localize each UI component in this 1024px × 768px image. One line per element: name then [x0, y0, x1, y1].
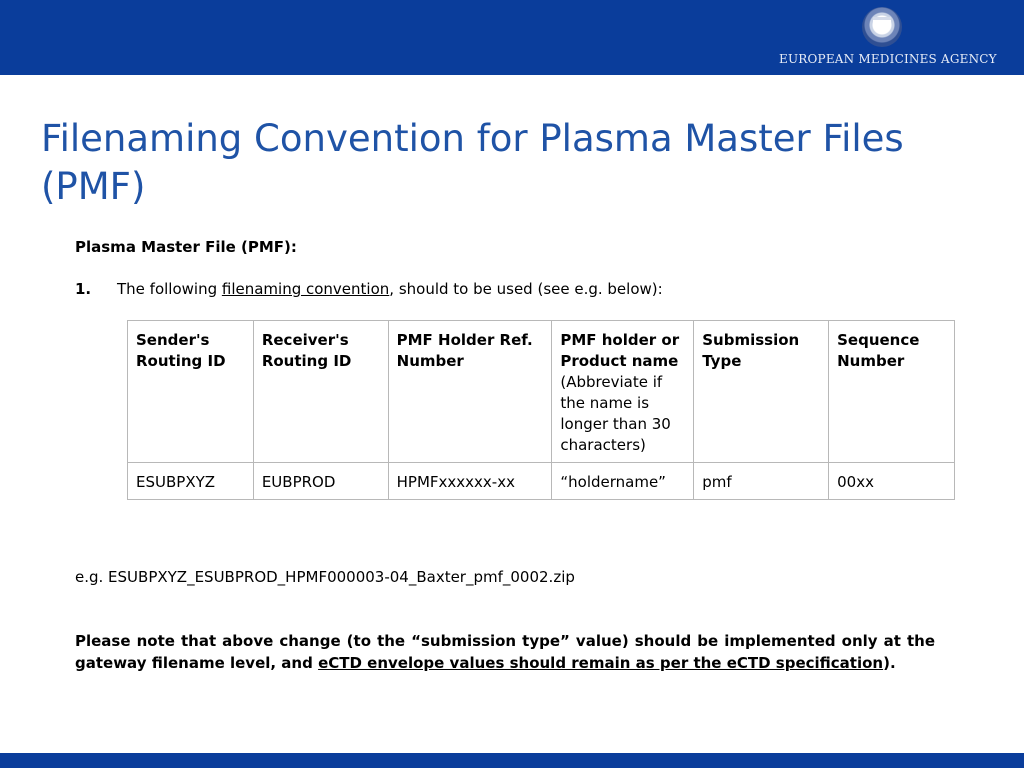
cell-pmf-holder-ref-number: HPMFxxxxxx-xx [388, 463, 552, 500]
section-label: Plasma Master File (PMF): [75, 238, 297, 256]
filenaming-convention-link[interactable]: filenaming convention [221, 280, 390, 298]
step-text-after: , should to be used (see e.g. below): [389, 280, 663, 298]
col-header-note: (Abbreviate if the name is longer than 30 characters) [560, 373, 671, 454]
cell-sequence-number: 00xx [829, 463, 955, 500]
col-header-pmf-holder-or-product-name: PMF holder or Product name (Abbreviate if the name is longer than 30 characters) [552, 321, 694, 463]
implementation-note [75, 630, 935, 674]
filename-convention-table [127, 320, 955, 500]
note-underlined-text: eCTD envelope values should remain as per the eCTD specification [318, 654, 884, 672]
cell-receiver-routing-id: EUBPROD [253, 463, 388, 500]
step-1 [75, 280, 663, 298]
cell-submission-type: pmf [694, 463, 829, 500]
agency-name: EUROPEAN MEDICINES AGENCY [779, 52, 997, 66]
step-number: 1. [75, 280, 92, 298]
cell-sender-routing-id: ESUBPXYZ [128, 463, 254, 500]
cell-holder-name: “holdername” [552, 463, 694, 500]
table-header-row [128, 321, 955, 463]
slide-title: Filenaming Convention for Plasma Master Files (PMF) [41, 117, 904, 208]
table-row [128, 463, 955, 500]
note-end: ). [883, 654, 896, 672]
ema-logo-icon [862, 7, 902, 47]
col-header-pmf-holder-ref-number: PMF Holder Ref. Number [388, 321, 552, 463]
note-text: Please note that above change (to the “submission type” value) should be implemented only at the gateway filename level, and [75, 632, 935, 672]
col-header-receiver-routing-id: Receiver's Routing ID [253, 321, 388, 463]
col-header-sequence-number: Sequence Number [829, 321, 955, 463]
col-header-sender-routing-id: Sender's Routing ID [128, 321, 254, 463]
col-header-submission-type: Submission Type [694, 321, 829, 463]
example-filename: e.g. ESUBPXYZ_ESUBPROD_HPMF000003-04_Baxter_pmf_0002.zip [75, 568, 575, 586]
footer-bar [0, 753, 1024, 768]
header-bar [0, 0, 1024, 75]
step-text-before: The following [117, 280, 222, 298]
